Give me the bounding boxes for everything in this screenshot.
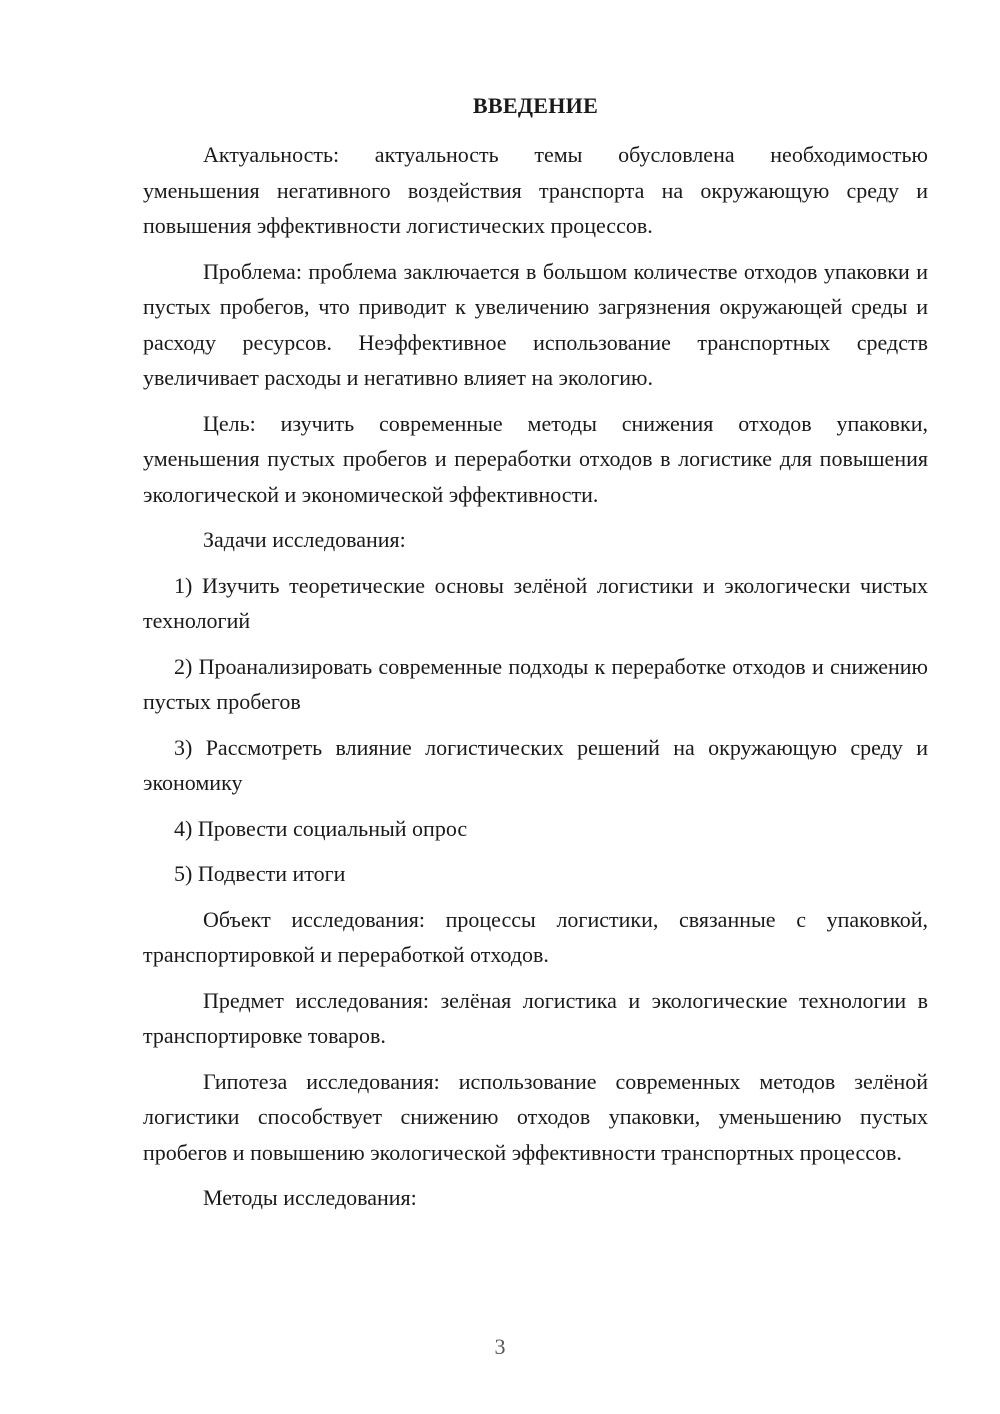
page-number: 3 (494, 1334, 506, 1359)
task-item-4: 4) Провести социальный опрос (174, 815, 468, 841)
methods-heading: Методы исследования: (203, 1185, 417, 1210)
relevance-paragraph: Актуальность: актуальность темы обусловлена необходимостью уменьшения негативного воздействия транспорта на окружающую среду и повышения эффективности логистических процессов. (143, 142, 928, 238)
task-item-2: 2) Проанализировать современные подходы к переработке отходов и снижению пустых пробегов (143, 653, 928, 714)
hypothesis-paragraph: Гипотеза исследования: использование современных методов зелёной логистики способствует снижению отходов упаковки, уменьшению пустых пробегов и повышению экологической эффективности транспортных процессов. (143, 1068, 928, 1165)
page-title: ВВЕДЕНИЕ (472, 93, 599, 118)
tasks-heading: Задачи исследования: (203, 527, 406, 552)
problem-paragraph: Проблема: проблема заключается в большом количестве отходов упаковки и пустых пробегов, что приводит к увеличению загрязнения окружающей среды и расходу ресурсов. Неэффективное использование транспортных средств увеличивает расходы и негативно влияет на экологию. (143, 258, 928, 390)
task-item-1: 1) Изучить теоретические основы зелёной логистики и экологически чистых технологий (143, 572, 928, 633)
subject-paragraph: Предмет исследования: зелёная логистика и экологические технологии в транспортировке товаров. (143, 987, 928, 1048)
task-item-3: 3) Рассмотреть влияние логистических решений на окружающую среду и экономику (143, 734, 928, 795)
object-paragraph: Объект исследования: процессы логистики, связанные с упаковкой, транспортировкой и переработкой отходов. (143, 906, 928, 967)
task-item-5: 5) Подвести итоги (174, 861, 346, 886)
document-page (143, 93, 928, 1226)
goal-paragraph: Цель: изучить современные методы снижения отходов упаковки, уменьшения пустых пробегов и переработки отходов в логистике для повышения экологической и экономической эффективности. (143, 410, 928, 507)
